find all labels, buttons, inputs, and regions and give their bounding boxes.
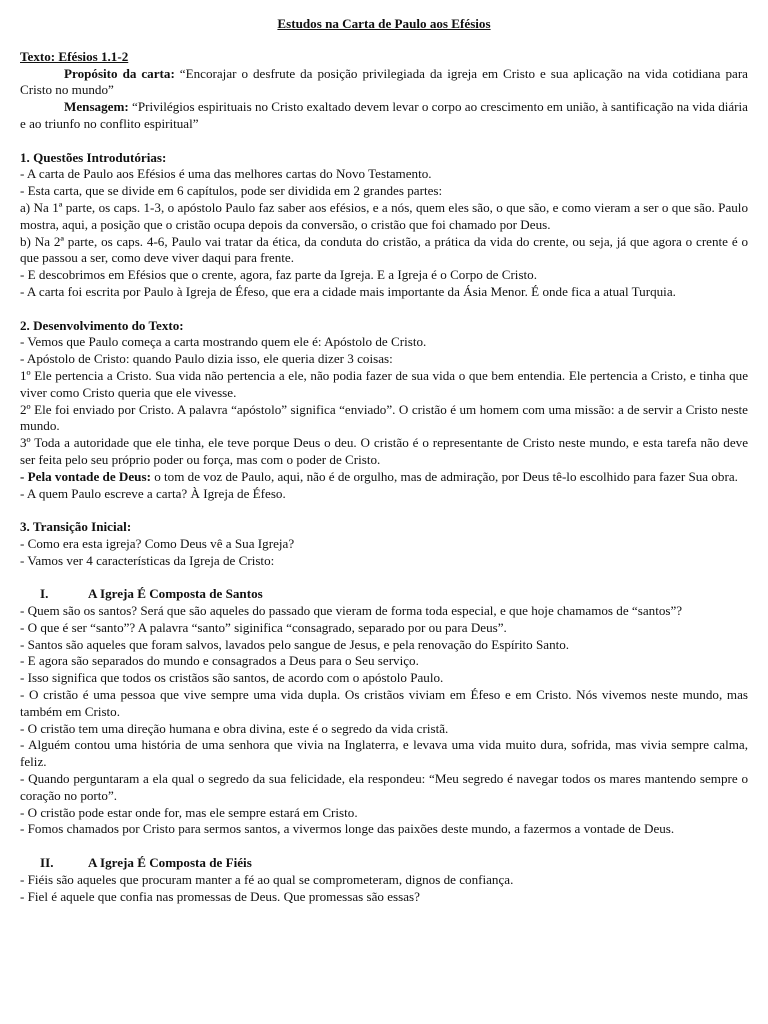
part-title: A Igreja É Composta de Fiéis <box>88 855 252 871</box>
message-paragraph <box>20 99 748 133</box>
paragraph: - Fiéis são aqueles que procuram manter a fé ao qual se comprometeram, dignos de confiança. <box>20 871 514 887</box>
purpose-paragraph <box>20 66 748 100</box>
will-of-god-paragraph <box>20 469 748 486</box>
paragraph: - Quem são os santos? Será que são aqueles do passado que vieram de forma toda especial, e que hoje chamamos de “santos”? <box>20 603 683 619</box>
paragraph: - A carta foi escrita por Paulo à Igreja de Éfeso, que era a cidade mais importante da Ásia Menor. É onde fica a atual Turquia. <box>20 283 676 299</box>
will-of-god-text: o tom de voz de Paulo, aqui, não é de orgulho, mas de admiração, por Deus tê-lo escolhido para fazer Sua obra. <box>150 468 738 484</box>
message-label: Mensagem: <box>64 99 129 115</box>
part-heading-faithful <box>20 855 748 872</box>
paragraph: - A carta de Paulo aos Efésios é uma das melhores cartas do Novo Testamento. <box>20 166 432 182</box>
paragraph: - Fomos chamados por Cristo para sermos santos, a vivermos longe das paixões deste mundo, a fazermos a vontade de Deus. <box>20 821 675 837</box>
part-number: I. <box>40 586 49 602</box>
paragraph: - Vamos ver 4 características da Igreja de Cristo: <box>20 552 275 568</box>
paragraph: - E descobrimos em Efésios que o crente, agora, faz parte da Igreja. E a Igreja é o Corpo de Cristo. <box>20 267 537 283</box>
paragraph: 3º Toda a autoridade que ele tinha, ele teve porque Deus o deu. O cristão é o representante de Cristo neste mundo, e esta tarefa não deve ser feita pelo seu próprio poder ou força, mas com o poder de Cristo. <box>20 435 748 467</box>
paragraph: - Esta carta, que se divide em 6 capítulos, pode ser dividida em 2 grandes partes: <box>20 183 443 199</box>
part-title: A Igreja É Composta de Santos <box>88 586 263 602</box>
paragraph: - Apóstolo de Cristo: quando Paulo dizia isso, ele queria dizer 3 coisas: <box>20 351 393 367</box>
document-title: Estudos na Carta de Paulo aos Efésios <box>277 16 491 31</box>
spacer <box>20 570 748 587</box>
paragraph: 1º Ele pertencia a Cristo. Sua vida não pertencia a ele, não podia fazer de sua vida o que bem entendia. Ele pertencia a Cristo, e tinha que viver como Cristo queria que ele vivesse. <box>20 367 748 400</box>
message-text: “Privilégios espirituais no Cristo exaltado devem levar o corpo ao crescimento em união, à santificação na vida diária e ao triunfo no conflito espiritual” <box>20 99 748 131</box>
paragraph: - Quando perguntaram a ela qual o segredo da sua felicidade, ela respondeu: “Meu segredo é navegar todos os mares mantendo sempre o coração no porto”. <box>20 771 748 803</box>
paragraph: - Santos são aqueles que foram salvos, lavados pelo sangue de Jesus, e pela renovação do Espírito Santo. <box>20 636 570 652</box>
part-heading-saints <box>20 586 748 603</box>
paragraph: - Isso significa que todos os cristãos são santos, de acordo com o apóstolo Paulo. <box>20 670 444 686</box>
paragraph: - Alguém contou uma história de uma senhora que vivia na Inglaterra, e levava uma vida muito dura, sofrida, mas vivia sempre calma, feliz. <box>20 737 748 770</box>
paragraph: - A quem Paulo escreve a carta? À Igreja de Éfeso. <box>20 485 286 501</box>
paragraph: - O cristão é uma pessoa que vive sempre uma vida dupla. Os cristãos viviam em Éfeso e em Cristo. Nós vivemos neste mundo, mas também em Cristo. <box>20 687 748 719</box>
part-number: II. <box>40 855 54 871</box>
paragraph: - Como era esta igreja? Como Deus vê a Sua Igreja? <box>20 535 295 551</box>
spacer <box>20 502 748 519</box>
paragraph: - O cristão tem uma direção humana e obra divina, este é o segredo da vida cristã. <box>20 720 449 736</box>
purpose-label: Propósito da carta: <box>64 65 175 81</box>
paragraph: b) Na 2ª parte, os caps. 4-6, Paulo vai tratar da ética, da conduta do cristão, a prática da vida do crente, ou seja, já que agora o crente é o que passou a ser, como deve viver daqui para frente. <box>20 233 748 266</box>
spacer <box>20 838 748 855</box>
section-heading-transition: 3. Transição Inicial: <box>20 519 132 535</box>
paragraph: a) Na 1ª parte, os caps. 1-3, o apóstolo Paulo faz saber aos efésios, e a nós, quem eles são, o que são, e como vieram a ser o que são. Paulo mostra, aqui, a posição que o cristão ocupa depois da conversão, o cristão que foi chamado por Deus. <box>20 199 748 232</box>
paragraph: - O que é ser “santo”? A palavra “santo” siginifica “consagrado, separado por ou para Deus”. <box>20 619 507 635</box>
text-reference: Texto: Efésios 1.1-2 <box>20 48 129 64</box>
paragraph: - Fiel é aquele que confia nas promessas de Deus. Que promessas são essas? <box>20 888 420 904</box>
paragraph: - O cristão pode estar onde for, mas ele sempre estará em Cristo. <box>20 804 358 820</box>
paragraph: - E agora são separados do mundo e consagrados a Deus para o Seu serviço. <box>20 653 419 669</box>
spacer <box>20 301 748 318</box>
section-heading-introductory: 1. Questões Introdutórias: <box>20 149 167 165</box>
paragraph: 2º Ele foi enviado por Cristo. A palavra “apóstolo” significa “enviado”. O cristão é um homem com uma missão: a de servir a Cristo neste mundo. <box>20 401 748 434</box>
purpose-text: “Encorajar o desfrute da posição privilegiada da igreja em Cristo e sua aplicação na vida cotidiana para Cristo no mundo” <box>20 65 748 98</box>
spacer <box>20 133 748 150</box>
paragraph: - Vemos que Paulo começa a carta mostrando quem ele é: Apóstolo de Cristo. <box>20 334 427 350</box>
section-heading-development: 2. Desenvolvimento do Texto: <box>20 317 184 333</box>
will-of-god-label: - Pela vontade de Deus: <box>20 468 151 484</box>
